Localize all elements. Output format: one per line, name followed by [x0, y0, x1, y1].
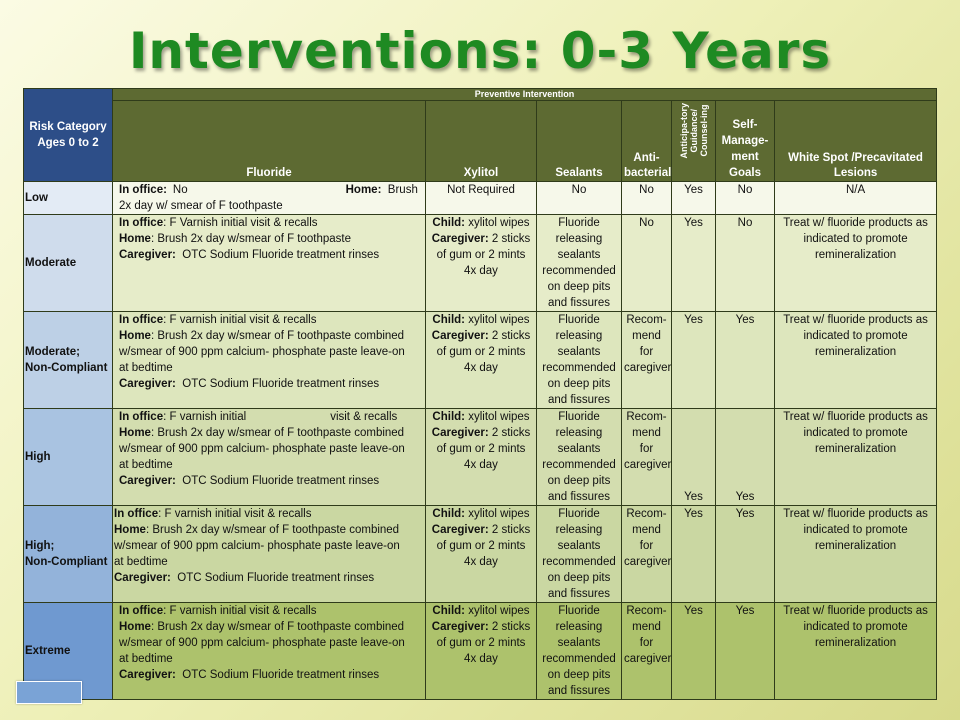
risk-category-high: High — [24, 409, 113, 506]
preventive-intervention-header: Preventive Intervention — [113, 89, 937, 101]
table-row — [24, 603, 937, 700]
sealants-cell: Fluoride releasing sealants recommended on deep pits and fissures — [537, 409, 622, 506]
antibacterial-cell: No — [622, 182, 672, 215]
white-spot-cell: Treat w/ fluoride products as indicated to promote remineralization — [775, 312, 937, 409]
anticipatory-guidance-header: Anticipa-tory Guidance/ Counsel-ing — [672, 101, 716, 182]
white-spot-cell: Treat w/ fluoride products as indicated to promote remineralization — [775, 409, 937, 506]
self-management-goals-header: Self- Manage- ment Goals — [716, 101, 775, 182]
xylitol-cell: Child: xylitol wipes Caregiver: 2 sticks of gum or 2 mints 4x day — [426, 506, 537, 603]
self-management-cell: Yes — [716, 409, 775, 506]
antibacterial-cell: Recom- mend for caregiver — [622, 506, 672, 603]
table-row — [24, 215, 937, 312]
self-management-cell: Yes — [716, 603, 775, 700]
antibacterial-cell: Recom- mend for caregiver — [622, 603, 672, 700]
antibacterial-cell: No — [622, 215, 672, 312]
anticipatory-cell: Yes — [672, 409, 716, 506]
fluoride-cell: In office: F varnish initial visit & recalls Home: Brush 2x day w/smear of F toothpaste combined w/smear of 900 ppm calcium- phosphate paste leave-on at bedtime Caregiver: OTC Sodium Fluoride treatment rinses — [113, 603, 426, 700]
xylitol-cell: Child: xylitol wipes Caregiver: 2 sticks of gum or 2 mints 4x day — [426, 409, 537, 506]
antibacterial-header: Anti- bacterial — [622, 101, 672, 182]
anticipatory-cell: Yes — [672, 215, 716, 312]
sealants-cell: Fluoride releasing sealants recommended on deep pits and fissures — [537, 215, 622, 312]
table-row — [24, 312, 937, 409]
anticipatory-cell: Yes — [672, 312, 716, 409]
self-management-cell: No — [716, 182, 775, 215]
xylitol-cell: Child: xylitol wipes Caregiver: 2 sticks of gum or 2 mints 4x day — [426, 312, 537, 409]
risk-category-moderate-non-compliant: Moderate; Non-Compliant — [24, 312, 113, 409]
anticipatory-cell: Yes — [672, 182, 716, 215]
self-management-cell: Yes — [716, 506, 775, 603]
sealants-cell: Fluoride releasing sealants recommended on deep pits and fissures — [537, 312, 622, 409]
xylitol-header: Xylitol — [426, 101, 537, 182]
sealants-cell: Fluoride releasing sealants recommended on deep pits and fissures — [537, 603, 622, 700]
self-management-cell: No — [716, 215, 775, 312]
sealants-header: Sealants — [537, 101, 622, 182]
fluoride-header: Fluoride — [113, 101, 426, 182]
white-spot-cell: N/A — [775, 182, 937, 215]
self-management-cell: Yes — [716, 312, 775, 409]
fluoride-cell: In office: No Home: Brush 2x day w/ smear of F toothpaste — [113, 182, 426, 215]
white-spot-cell: Treat w/ fluoride products as indicated to promote remineralization — [775, 215, 937, 312]
antibacterial-cell: Recom- mend for caregiver — [622, 409, 672, 506]
interventions-table — [23, 88, 937, 700]
risk-category-low: Low — [24, 182, 113, 215]
fluoride-cell: In office: F varnish initial visit & recalls Home: Brush 2x day w/smear of F toothpaste combined w/smear of 900 ppm calcium- phosphate paste leave-on at bedtime Caregiver: OTC Sodium Fluoride treatment rinses — [113, 506, 426, 603]
white-spot-cell: Treat w/ fluoride products as indicated to promote remineralization — [775, 506, 937, 603]
risk-category-moderate: Moderate — [24, 215, 113, 312]
sealants-cell: Fluoride releasing sealants recommended on deep pits and fissures — [537, 506, 622, 603]
white-spot-header: White Spot /Precavitated Lesions — [775, 101, 937, 182]
anticipatory-cell: Yes — [672, 506, 716, 603]
xylitol-cell: Child: xylitol wipes Caregiver: 2 sticks of gum or 2 mints 4x day — [426, 603, 537, 700]
fluoride-cell: In office: F Varnish initial visit & recalls Home: Brush 2x day w/smear of F toothpaste Caregiver: OTC Sodium Fluoride treatment rinses — [113, 215, 426, 312]
slide-title: Interventions: 0-3 Years — [128, 22, 832, 80]
table-row — [24, 409, 937, 506]
table-row — [24, 182, 937, 215]
fluoride-cell: In office: F varnish initial visit & recalls Home: Brush 2x day w/smear of F toothpaste combined w/smear of 900 ppm calcium- phosphate paste leave-on at bedtime Caregiver: OTC Sodium Fluoride treatment rinses — [113, 409, 426, 506]
risk-category-extreme: Extreme — [24, 603, 113, 700]
sealants-cell: No — [537, 182, 622, 215]
xylitol-cell: Child: xylitol wipes Caregiver: 2 sticks of gum or 2 mints 4x day — [426, 215, 537, 312]
anticipatory-cell: Yes — [672, 603, 716, 700]
antibacterial-cell: Recom- mend for caregiver — [622, 312, 672, 409]
risk-category-header: Risk Category Ages 0 to 2 — [24, 89, 113, 182]
fluoride-cell: In office: F varnish initial visit & recalls Home: Brush 2x day w/smear of F toothpaste combined w/smear of 900 ppm calcium- phosphate paste leave-on at bedtime Caregiver: OTC Sodium Fluoride treatment rinses — [113, 312, 426, 409]
xylitol-cell: Not Required — [426, 182, 537, 215]
logo-badge — [16, 681, 82, 704]
risk-category-high-non-compliant: High; Non-Compliant — [24, 506, 113, 603]
white-spot-cell: Treat w/ fluoride products as indicated to promote remineralization — [775, 603, 937, 700]
table-row — [24, 506, 937, 603]
